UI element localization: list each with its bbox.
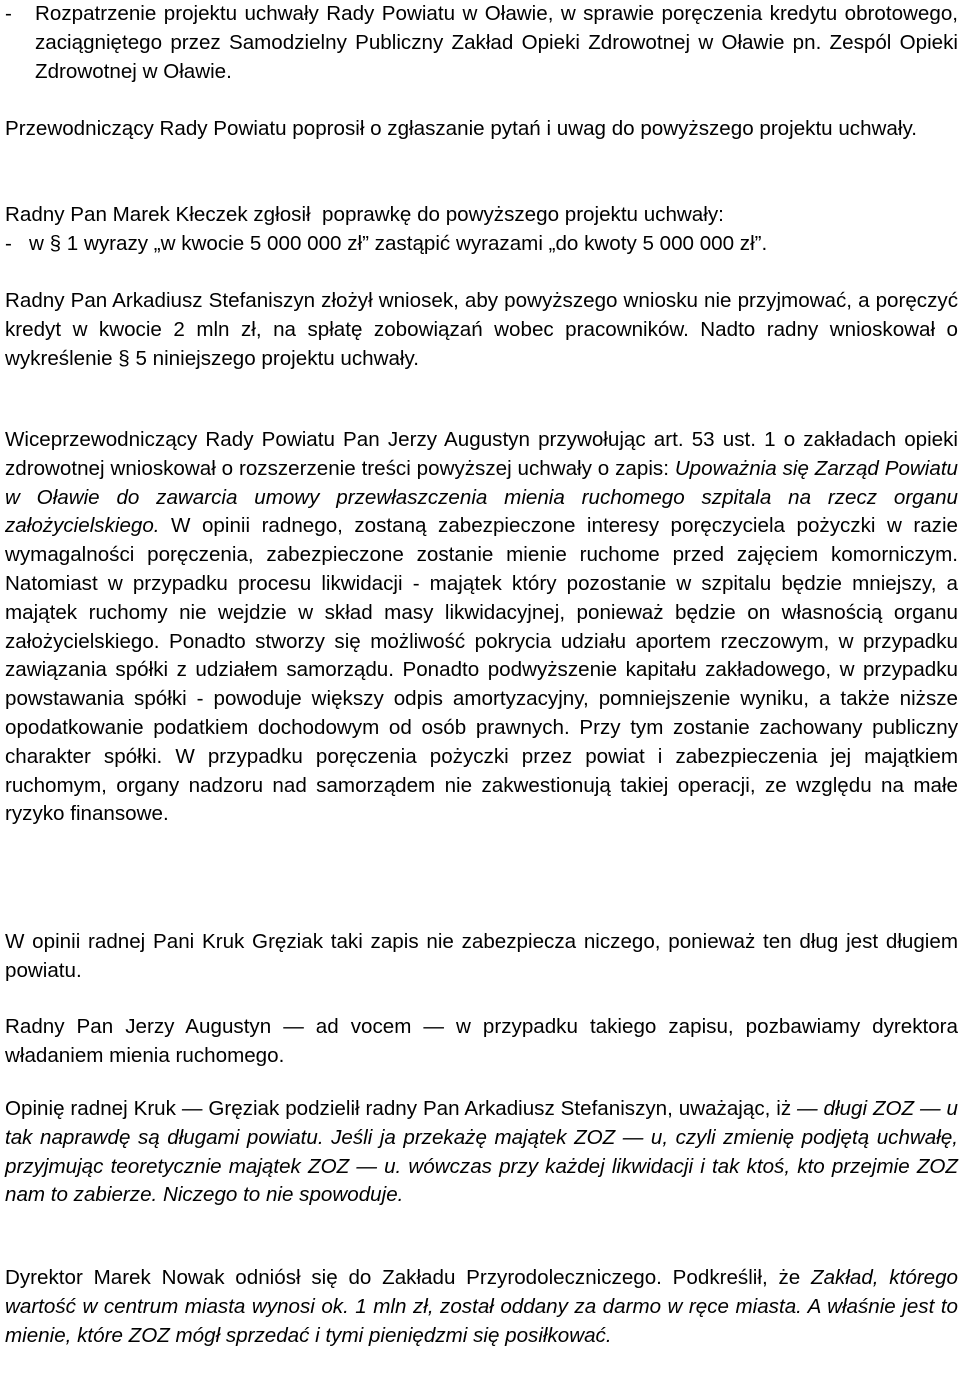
augustyn-motion-justification: W opinii radnego, zostaną zabezpieczone interesy poręczyciela pożyczki w razie wymagalności poręczenia, zabezpieczone zostanie mienie ruchome przed zajęciem komorniczym. Natomiast w przypadku procesu likwidacji - majątek który pozostanie w szpitalu będzie mniejszy, a majątek ruchomy nie wejdzie w skład masy likwidacyjnej, ponieważ będzie on własnością organu założycielskiego. Ponadto stworzy się możliwość pokrycia udziału aportem rzeczowym, w przypadku zawiązania spółki z udziałem samorządu. Ponadto podwyższenie kapitału zakładowego, w przypadku powstawania spółki - powoduje większy odpis amortyzacyjny, pomniejszenie wyniku, a także niższe opodatkowanie podatkiem dochodowym od osób prawnych. Przy tym zostanie zachowany publiczny charakter spółki. W przypadku poręczenia pożyczki przez powiat i zabezpieczenia jej majątkiem ruchomym, organy nadzoru nad samorządem nie zakwestionują takiej operacji, ze względu na małe ryzyko finansowe. bbox=[5, 514, 958, 826]
paragraph-nowak-statement bbox=[5, 1264, 958, 1350]
paragraph-augustyn-motion bbox=[5, 426, 958, 829]
paragraph-kleczek-amendment bbox=[5, 201, 958, 259]
paragraph-stefaniszyn-motion: Radny Pan Arkadiusz Stefaniszyn złożył wniosek, aby powyższego wniosku nie przyjmować, a poręczyć kredyt w kwocie 2 mln zł, na spłatę zobowiązań wobec pracowników. Nadto radny wnioskował o wykreślenie § 5 niniejszego projektu uchwały. bbox=[5, 289, 958, 370]
paragraph-agenda-item bbox=[5, 0, 958, 86]
agenda-item-text: Rozpatrzenie projektu uchwały Rady Powiatu w Oławie, w sprawie poręczenia kredytu obrotowego, zaciągniętego przez Samodzielny Publiczny Zakład Opieki Zdrowotnej w Oławie pn. Zespól Opieki Zdrowotnej w Oławie. bbox=[35, 2, 958, 83]
paragraph-augustyn-ad-vocem: Radny Pan Jerzy Augustyn — ad vocem — w przypadku takiego zapisu, pozbawiamy dyrektora władaniem mienia ruchomego. bbox=[5, 1015, 958, 1067]
stefaniszyn-opinion-intro: Opinię radnej Kruk — Gręziak podzielił radny Pan Arkadiusz Stefaniszyn, uważając, iż bbox=[5, 1097, 798, 1120]
augustyn-motion-intro: Wiceprzewodniczący Rady Powiatu Pan Jerzy Augustyn przywołując art. 53 ust. 1 o zakładach opieki zdrowotnej wnioskował o rozszerzenie treści powyższej uchwały o zapis: bbox=[5, 428, 958, 480]
paragraph-kruk-opinion: W opinii radnej Pani Kruk Gręziak taki zapis nie zabezpiecza niczego, ponieważ ten dług jest długiem powiatu. bbox=[5, 930, 958, 982]
paragraph-stefaniszyn-opinion bbox=[5, 1095, 958, 1210]
amendment-item: - w § 1 wyrazy „w kwocie 5 000 000 zł” zastąpić wyrazami „do kwoty 5 000 000 zł”. bbox=[5, 231, 768, 255]
nowak-statement-intro: Dyrektor Marek Nowak odniósł się do Zakładu Przyrodoleczniczego. Podkreślił, że bbox=[5, 1266, 811, 1289]
paragraph-chairman-request: Przewodniczący Rady Powiatu poprosił o zgłaszanie pytań i uwag do powyższego projektu uchwały. bbox=[5, 117, 917, 140]
nowak-quote: Zakład, którego wartość w centrum miasta wynosi ok. 1 mln zł, został oddany za darmo w ręce miasta. A właśnie jest to mienie, które ZOZ mógł sprzedać i tymi pieniędzmi się posiłkować. bbox=[5, 1266, 958, 1347]
bullet-dash: - bbox=[5, 2, 12, 25]
agenda-bullet-item bbox=[5, 0, 958, 86]
augustyn-proposed-wording: Upoważnia się Zarząd Powiatu w Oławie do zawarcia umowy przewłaszczenia mienia ruchomego szpitala na rzecz organu założycielskiego. bbox=[5, 456, 959, 538]
amendment-intro: Radny Pan Marek Kłeczek zgłosił poprawkę do powyższego projektu uchwały: bbox=[5, 203, 724, 226]
stefaniszyn-quote: — długi ZOZ — u tak naprawdę są długami powiatu. Jeśli ja przekażę majątek ZOZ — u, czyli zmienię podjętą uchwałę, przyjmując teoretycznie majątek ZOZ — u. wówczas przy każdej likwidacji i tak ktoś, kto przejmie ZOZ nam to zabierze. Niczego to nie spowoduje. bbox=[5, 1097, 958, 1207]
